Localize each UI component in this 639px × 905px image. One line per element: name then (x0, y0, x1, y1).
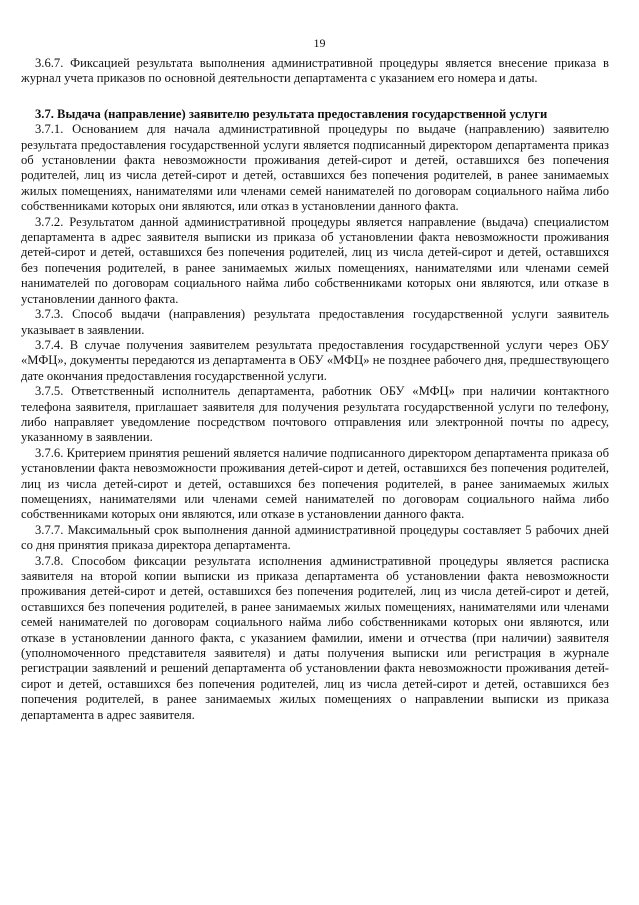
paragraph-3-7-7: 3.7.7. Максимальный срок выполнения данной административной процедуры составляет 5 рабочих дней со дня принятия приказа директора департамента. (21, 522, 609, 553)
paragraph-3-7-3: 3.7.3. Способ выдачи (направления) результата предоставления государственной услуги заявитель указывает в заявлении. (21, 307, 609, 337)
paragraph-3-7-2: 3.7.2. Результатом данной административной процедуры является направление (выдача) специалистом департамента в адрес заявителя выписки из приказа об установлении факта невозможности проживания детей-сирот и детей, оставшихся без попечения родителей, лиц из числа детей-сирот и детей, оставшихся без попечения родителей, в ранее занимаемых жилых помещениях, нанимателями или членами семей нанимателей по договорам социального найма либо собственниками которых они являются, или отказе в установлении данного факта. (21, 214, 609, 306)
page-number: 19 (313, 36, 326, 50)
section-title-3-7: 3.7. Выдача (направление) заявителю результата предоставления государственной услуги (35, 106, 548, 121)
paragraph-3-6-7: 3.6.7. Фиксацией результата выполнения административной процедуры является внесение приказа в журнал учета приказов по основной деятельности департамента с указанием его номера и даты. (21, 56, 609, 86)
paragraph-3-7-5: 3.7.5. Ответственный исполнитель департамента, работник ОБУ «МФЦ» при наличии контактного телефона заявителя, приглашает заявителя для получения результата государственной услуги по телефону, либо направляет уведомление посредством почтового отправления или электронной почты по адресу, указанному в заявлении. (21, 384, 609, 445)
paragraph-3-7-6: 3.7.6. Критерием принятия решений является наличие подписанного директором департамента приказа об установлении факта невозможности проживания детей-сирот и детей, оставшихся без попечения родителей, лиц из числа детей-сирот и детей, оставшихся без попечения родителей, в ранее занимаемых жилых помещениях, нанимателями или членами семей нанимателей по договорам социального найма либо собственниками которых они являются, или отказе в установлении данного факта. (21, 445, 609, 522)
paragraph-3-7-4: 3.7.4. В случае получения заявителем результата предоставления государственной услуги через ОБУ «МФЦ», документы передаются из департамента в ОБУ «МФЦ» не позднее рабочего дня, предшествующего дате окончания предоставления государственной услуги. (21, 337, 609, 383)
paragraph-3-7-8: 3.7.8. Способом фиксации результата исполнения административной процедуры является расписка заявителя на второй копии выписки из приказа департамента об установлении факта невозможности проживания детей-сирот и детей, оставшихся без попечения родителей, лиц из числа детей-сирот и детей, оставшихся без попечения родителей, в ранее занимаемых жилых помещениях, нанимателями или членами семей нанимателей по договорам социального найма либо собственниками которых они являются, или отказе в установлении данного факта, с указанием фамилии, имени и отчества (при наличии) заявителя (уполномоченного представителя заявителя) и даты получения выписки или регистрация в журнале регистрации заявлений и решений департамента об установлении факта невозможности проживания детей-сирот и детей, оставшихся без попечения родителей, лиц из числа детей-сирот и детей, оставшихся без попечения родителей, в ранее занимаемых жилых помещениях о направлении выписки из приказа департамента в адрес заявителя. (21, 553, 609, 722)
paragraph-3-7-1: 3.7.1. Основанием для начала административной процедуры по выдаче (направлению) заявителю результата предоставления государственной услуги является подписанный директором департамента приказ об установлении факта невозможности проживания детей-сирот и детей, оставшихся без попечения родителей, лиц из числа детей-сирот и детей, оставшихся без попечения родителей, в ранее занимаемых жилых помещениях, нанимателями или членами семей нанимателей по договорам социального найма либо собственниками которых они являются, или отказ в установлении данного факта. (21, 122, 609, 214)
page-content (21, 56, 609, 723)
